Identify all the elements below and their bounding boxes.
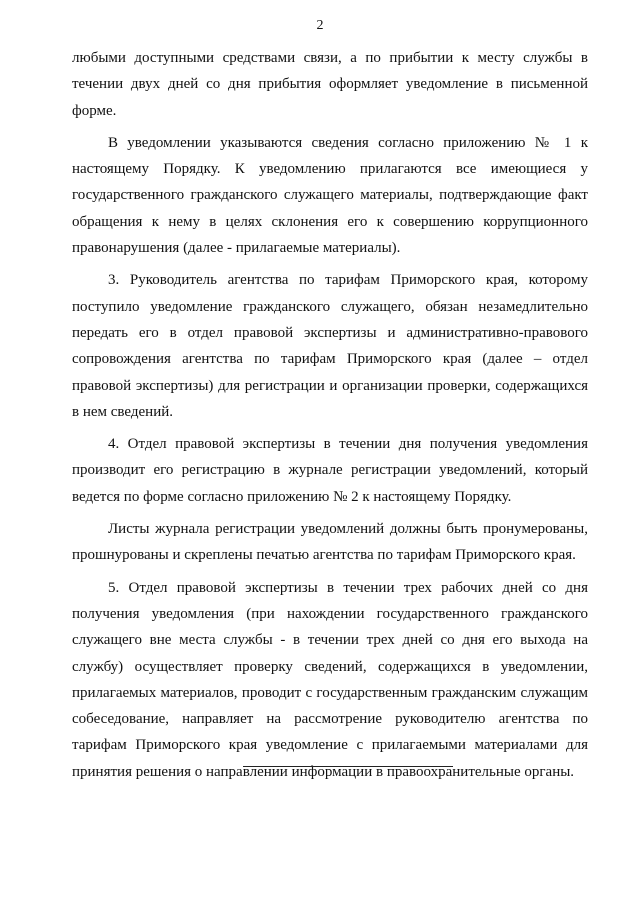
paragraph-continuation: любыми доступными средствами связи, а по прибытии к месту службы в течении двух дней со дня прибытия оформляет уведомление в письменной форме. bbox=[72, 50, 588, 119]
paragraph-item-3: 3. Руководитель агентства по тарифам Приморского края, которому поступило уведомление гражданского служащего, обязан незамедлительно передать его в отдел правовой экспертизы и административно-правового сопровождения агентства по тарифам Приморского края (далее – отдел правовой экспертизы) для регистрации и организации проверки, содержащихся в нем сведений. bbox=[72, 272, 588, 420]
paragraph-journal-sheets: Листы журнала регистрации уведомлений должны быть пронумерованы, прошнурованы и скреплены печатью агентства по тарифам Приморского края. bbox=[72, 521, 588, 564]
paragraph-item-4: 4. Отдел правовой экспертизы в течении дня получения уведомления производит его регистрацию в журнале регистрации уведомлений, который ведется по форме согласно приложению № 2 к настоящему Порядку. bbox=[72, 436, 588, 505]
paragraph-item-5: 5. Отдел правовой экспертизы в течении трех рабочих дней со дня получения уведомления (при нахождении государственного гражданского служащего вне места службы - в течении трех дней со дня его выхода на службу) осуществляет проверку сведений, содержащихся в уведомлении, прилагаемых материалов, проводит с государственным гражданским служащим собеседование, направляет на рассмотрение руководителю агентства по тарифам Приморского края уведомление с прилагаемыми материалами для принятия решения о направлении информации в правоохранительные органы. bbox=[72, 579, 588, 780]
page-number: 2 bbox=[316, 18, 324, 33]
paragraph-notification-contents: В уведомлении указываются сведения согласно приложению № 1 к настоящему Порядку. К уведомлению прилагаются все имеющиеся у государственного гражданского служащего материалы, подтверждающие факт обращения к нему в целях склонения его к совершению коррупционного правонарушения (далее - прилагаемые материалы). bbox=[72, 134, 588, 257]
document-body bbox=[72, 45, 588, 785]
end-divider-line bbox=[243, 766, 453, 767]
